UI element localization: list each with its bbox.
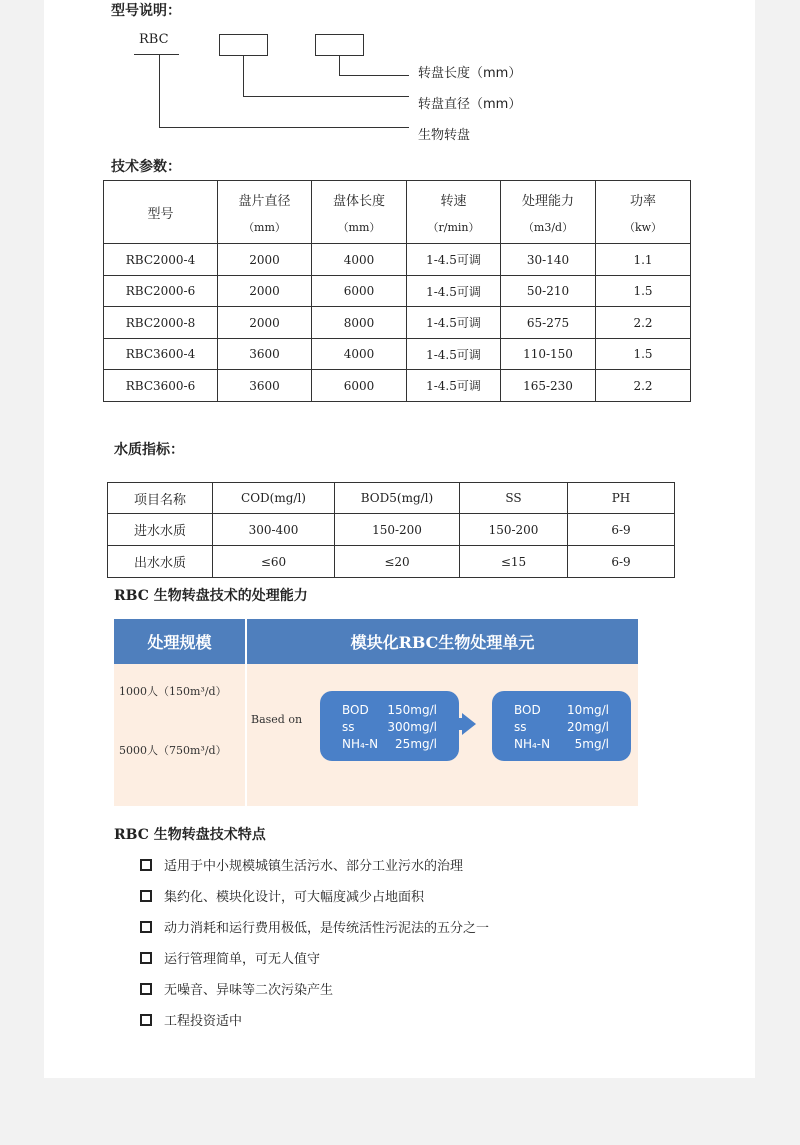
cell: 4000 <box>312 244 407 276</box>
param-value: 300mg/l <box>387 720 437 734</box>
cell: 50-210 <box>501 276 596 307</box>
cell: 1-4.5可调 <box>407 339 501 370</box>
list-item <box>140 979 333 998</box>
tech-header-row <box>104 181 691 244</box>
tech-header: 功率 （kw） <box>596 181 691 244</box>
feature-text: 运行管理简单，可无人值守 <box>164 952 321 967</box>
param-value: 5mg/l <box>574 737 609 751</box>
table-row <box>108 514 675 546</box>
scale-5000: 5000人（750m³/d） <box>119 744 227 757</box>
water-header-row <box>108 483 675 514</box>
cell: 2.2 <box>596 307 691 339</box>
cell: 6000 <box>312 370 407 402</box>
table-row <box>104 339 691 370</box>
param-value: 10mg/l <box>567 703 609 717</box>
label-rbc: 生物转盘 <box>418 128 471 143</box>
cell: 30-140 <box>501 244 596 276</box>
length-leader <box>339 75 409 76</box>
cell: RBC3600-6 <box>104 370 218 402</box>
based-on-label: Based on <box>251 713 303 726</box>
tech-table <box>103 180 691 402</box>
cell: 1-4.5可调 <box>407 370 501 402</box>
square-bullet-icon <box>140 952 152 964</box>
label-diameter: 转盘直径（mm） <box>418 97 522 112</box>
param-name: ss <box>342 720 355 734</box>
prefix-connector <box>159 55 160 127</box>
cell: ≤20 <box>335 546 460 578</box>
length-connector <box>339 55 340 75</box>
list-item <box>140 1010 242 1029</box>
unit-header: 模块化RBC生物处理单元 <box>247 619 638 664</box>
cell: 2.2 <box>596 370 691 402</box>
water-title: 水质指标： <box>114 442 184 458</box>
feature-text: 无噪音、异味等二次污染产生 <box>164 983 334 998</box>
cell: 1.5 <box>596 276 691 307</box>
feature-text: 动力消耗和运行费用极低，是传统活性污泥法的五分之一 <box>164 921 490 936</box>
tech-header: 转速 （r/min） <box>407 181 501 244</box>
capacity-title: RBC 生物转盘技术的处理能力 <box>114 588 308 604</box>
cell: ≤15 <box>460 546 568 578</box>
param-value: 150mg/l <box>387 703 437 717</box>
cell: 3600 <box>218 370 312 402</box>
tech-header: 盘片直径 （mm） <box>218 181 312 244</box>
table-row <box>104 244 691 276</box>
cell: 进水水质 <box>108 514 213 546</box>
cell: 150-200 <box>335 514 460 546</box>
length-box <box>315 34 364 56</box>
param-name: ss <box>514 720 527 734</box>
list-item <box>140 855 463 874</box>
prefix-leader <box>159 127 409 128</box>
content-sheet <box>44 0 755 1078</box>
cell: 6-9 <box>568 546 675 578</box>
tech-header: 型号 <box>104 181 218 244</box>
cell: 2000 <box>218 307 312 339</box>
cell: 4000 <box>312 339 407 370</box>
table-row <box>104 307 691 339</box>
column-divider <box>245 619 247 806</box>
cell: 1.5 <box>596 339 691 370</box>
table-row <box>104 370 691 402</box>
param-name: NH₄-N <box>514 737 551 751</box>
cell: 6-9 <box>568 514 675 546</box>
square-bullet-icon <box>140 859 152 871</box>
model-title: 型号说明： <box>111 3 181 19</box>
cell: RBC2000-6 <box>104 276 218 307</box>
param-name: NH₄-N <box>342 737 379 751</box>
scale-1000: 1000人（150m³/d） <box>119 685 227 698</box>
cell: 8000 <box>312 307 407 339</box>
param-name: BOD <box>514 703 541 717</box>
model-prefix: RBC <box>139 32 169 47</box>
water-header: BOD5(mg/l) <box>335 483 460 514</box>
diameter-leader <box>243 96 409 97</box>
capacity-banner <box>114 619 638 806</box>
square-bullet-icon <box>140 890 152 902</box>
feature-text: 工程投资适中 <box>164 1014 243 1029</box>
cell: RBC2000-4 <box>104 244 218 276</box>
tech-header: 处理能力 （m3/d） <box>501 181 596 244</box>
cell: 165-230 <box>501 370 596 402</box>
scale-header: 处理规模 <box>114 619 245 664</box>
cell: 1-4.5可调 <box>407 244 501 276</box>
param-value: 20mg/l <box>567 720 609 734</box>
cell: 6000 <box>312 276 407 307</box>
diameter-box <box>219 34 268 56</box>
square-bullet-icon <box>140 921 152 933</box>
flow-arrow-shaft <box>448 718 462 730</box>
cell: 65-275 <box>501 307 596 339</box>
label-length: 转盘长度（mm） <box>418 66 522 81</box>
list-item <box>140 948 320 967</box>
cell: RBC3600-4 <box>104 339 218 370</box>
cell: 1.1 <box>596 244 691 276</box>
cell: 2000 <box>218 244 312 276</box>
cell: 3600 <box>218 339 312 370</box>
cell: 300-400 <box>213 514 335 546</box>
feature-text: 适用于中小规模城镇生活污水、部分工业污水的治理 <box>164 859 464 874</box>
table-row <box>104 276 691 307</box>
cell: 出水水质 <box>108 546 213 578</box>
water-header: 项目名称 <box>108 483 213 514</box>
cell: 1-4.5可调 <box>407 276 501 307</box>
cell: ≤60 <box>213 546 335 578</box>
cell: 2000 <box>218 276 312 307</box>
cell: 110-150 <box>501 339 596 370</box>
flow-arrow-icon <box>462 713 476 735</box>
water-header: PH <box>568 483 675 514</box>
cell: 150-200 <box>460 514 568 546</box>
inlet-box <box>320 691 459 761</box>
tech-title: 技术参数： <box>111 159 181 175</box>
water-header: COD(mg/l) <box>213 483 335 514</box>
table-row <box>108 546 675 578</box>
param-value: 25mg/l <box>395 737 437 751</box>
list-item <box>140 917 489 936</box>
list-item <box>140 886 424 905</box>
square-bullet-icon <box>140 983 152 995</box>
features-title: RBC 生物转盘技术特点 <box>114 827 266 843</box>
tech-header: 盘体长度 （mm） <box>312 181 407 244</box>
water-table <box>107 482 675 578</box>
diameter-connector <box>243 55 244 96</box>
prefix-underline <box>134 54 179 55</box>
cell: 1-4.5可调 <box>407 307 501 339</box>
outlet-box <box>492 691 631 761</box>
feature-text: 集约化、模块化设计，可大幅度减少占地面积 <box>164 890 425 905</box>
water-header: SS <box>460 483 568 514</box>
cell: RBC2000-8 <box>104 307 218 339</box>
square-bullet-icon <box>140 1014 152 1026</box>
param-name: BOD <box>342 703 369 717</box>
